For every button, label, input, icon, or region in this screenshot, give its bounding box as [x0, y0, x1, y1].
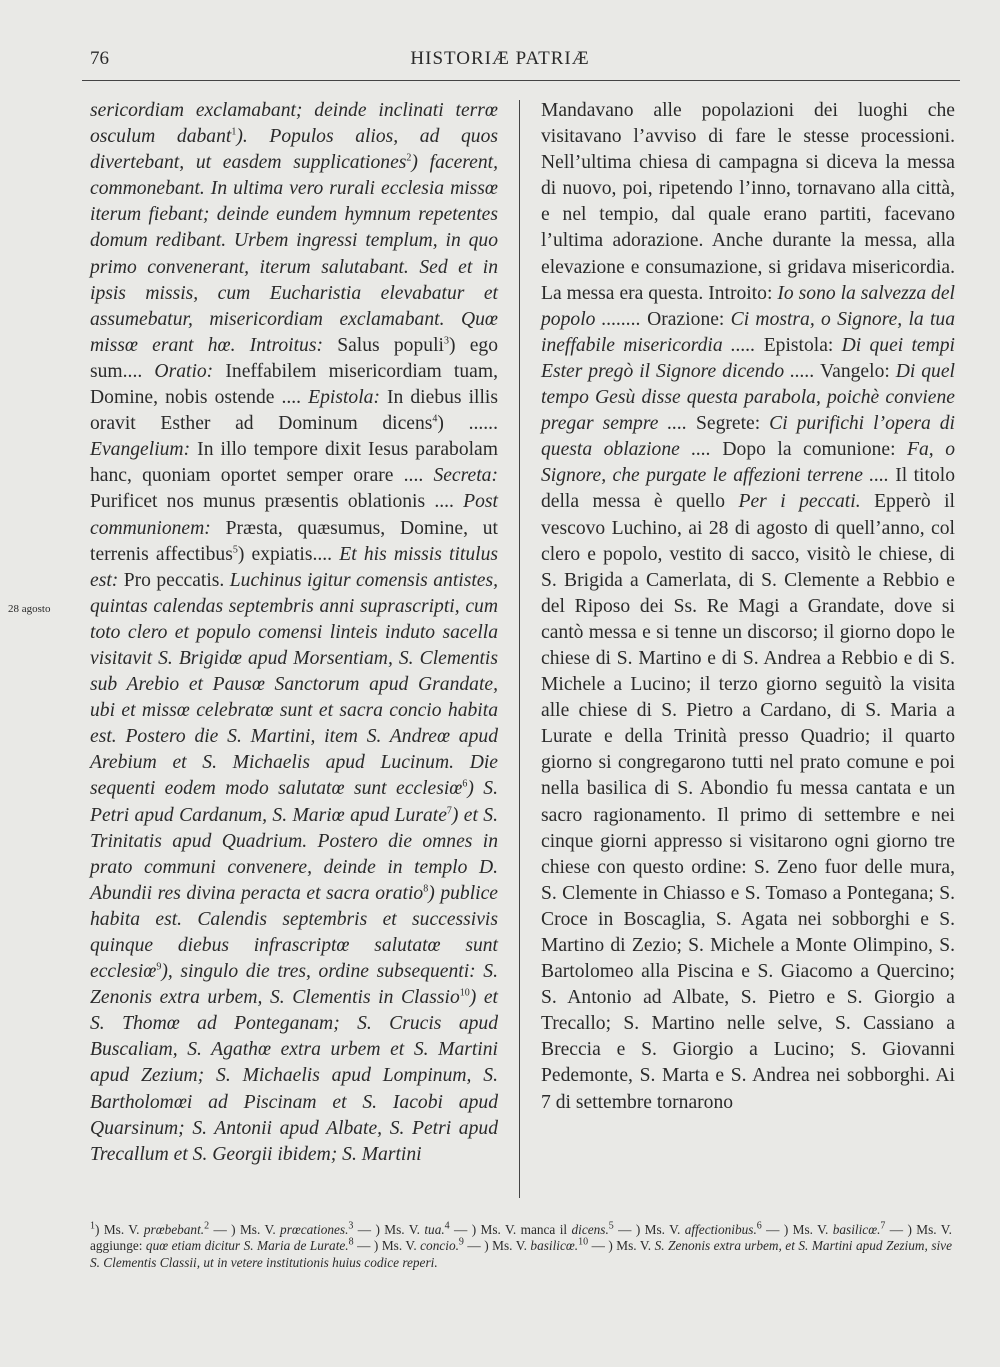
text-run: ) expiatis....	[237, 543, 333, 565]
note-ref: 8	[423, 883, 429, 895]
footnote-text: — ) Ms. V.	[353, 1222, 420, 1237]
text-run: Secreta:	[423, 465, 498, 487]
text-run: ) ego sum....	[90, 334, 498, 382]
text-run: Evangelium:	[90, 439, 191, 461]
margin-date-note: 28 agosto	[8, 603, 51, 615]
text-run: In diebus illis oravit Esther ad Dominum dicens	[90, 387, 498, 435]
text-run: Et his missis titulus est:	[90, 543, 498, 591]
text-run: Dopo la comunione:	[710, 439, 896, 461]
footnote-text: ) Ms. V.	[95, 1222, 140, 1237]
note-ref: 9	[156, 961, 162, 973]
note-ref: 2	[406, 152, 412, 164]
footnote-variant: quœ etiam dicitur S. Maria de Lurate.	[142, 1238, 349, 1254]
footnote-number: 6	[756, 1220, 762, 1232]
footnote-text: — ) Ms. V.	[209, 1222, 276, 1237]
running-title: HISTORIÆ PATRIÆ	[410, 48, 590, 69]
footnote-variant: prœcationes.	[275, 1222, 349, 1237]
text-run: In illo tempore dixit Iesus parabolam hanc, quoniam oportet semper orare ....	[90, 439, 498, 487]
footnote-variant: basilicœ.	[828, 1222, 881, 1237]
italian-column	[541, 98, 955, 1208]
note-ref: 1	[231, 126, 237, 138]
footnote-variant: affectionibus.	[680, 1222, 757, 1237]
text-run: ) publice habita est. Calendis septembris et successivis quinque diebus infrascriptœ salutatœ sunt ecclesiœ	[90, 882, 498, 983]
text-run: Di quei tempi Ester pregò il Signore dicendo .....	[541, 334, 955, 382]
footnote-number: 8	[348, 1236, 354, 1248]
footnote-text: — ) Ms. V. manca il	[449, 1222, 568, 1237]
text-run: Epistola:	[755, 334, 834, 356]
text-run: ) et S. Trinitatis apud Quadrium. Postero die omnes in prato communi convenere, deinde in templo D. Abundii res divina peracta et sacra oratio	[90, 804, 498, 904]
footnote-number: 2	[204, 1220, 210, 1232]
footnote-number: 9	[458, 1236, 464, 1248]
text-run: Luchinus igitur comensis antistes, quintas calendas septembris anni suprascripti, cum toto clero et populo comensi linteis induto sacella visitavit S. Brigidœ apud Morsentiam, S. Clementis sub Arebio et Pausœ Sanctorum apud Grandate, ubi et missœ celebratœ sunt et sacra concio habita est. Postero die S. Martini, item S. Andreœ apud Arebium et S. Michaelis apud Lucinum. Die sequenti eodem modo salutatœ sunt ecclesiœ	[90, 569, 498, 800]
note-ref: 5	[232, 544, 238, 556]
footnote-number: 1	[90, 1220, 95, 1232]
footnote-text: — ) Ms. V.	[761, 1222, 829, 1237]
text-run: Ineffabilem misericordiam tuam, Domine, nobis ostende ....	[90, 360, 498, 409]
text-run: Epistola:	[301, 387, 380, 409]
footnote-text: — ) Ms. V.	[463, 1238, 527, 1254]
text-run: Ci mostra, o Signore, la tua ineffabile misericordia .....	[541, 308, 955, 356]
footnote-number: 7	[880, 1220, 886, 1232]
text-run: ) S. Petri apud Cardanum, S. Mariœ apud Lurate	[90, 778, 498, 826]
text-run: Il titolo della messa è quello	[541, 465, 955, 513]
footnote-text: — ) Ms. V.	[613, 1222, 681, 1237]
text-run: Orazione:	[640, 308, 725, 330]
latin-column	[90, 98, 498, 1208]
note-ref: 3	[443, 335, 449, 347]
text-run: ), singulo die tres, ordine subsequenti: S. Zenonis extra urbem, S. Clementis in Classio	[90, 961, 498, 1009]
note-ref: 6	[462, 778, 468, 790]
text-run: Post communionem:	[90, 491, 498, 539]
text-run: Di quel tempo Gesù disse questa parabola, poichè conviene pregar sempre ....	[541, 360, 955, 435]
header-rule	[82, 80, 960, 81]
footnote-number: 3	[348, 1220, 354, 1232]
text-run: Præsta, quæsumus, Domine, ut terrenis affectibus	[90, 517, 498, 565]
text-run: Pro peccatis.	[118, 569, 225, 591]
text-run: Vangelo:	[814, 360, 890, 382]
text-run: Salus populi	[322, 334, 444, 356]
note-ref: 7	[446, 805, 452, 816]
text-run: ) facerent, commonebant. In ultima vero rurali ecclesia missœ iterum fiebant; deinde eundem hymnum repetentes domum redibant. Urbem ingressi templum, in quo primo convenerant, iterum salutabant. Sed et in ipsis missis, cum Eucharistia elevabatur et assumebatur, misericordiam exclamabant. Quœ missœ erant hœ. Introitus:	[90, 152, 499, 356]
footnote-variant: tua.	[419, 1222, 445, 1237]
footnote-variant: prœbebant.	[139, 1222, 205, 1237]
footnote-number: 10	[578, 1236, 589, 1248]
column-divider	[519, 100, 520, 1198]
text-run: Mandavano alle popolazioni dei luoghi che visitavano l’avviso di fare le stesse processioni. Nell’ultima chiesa di campagna si diceva la messa di nuovo, poi, ripetendo l’inno, tornavano alla città, e nel tempio, dal quale erano partiti, facevano l’ultima adorazione. Anche durante la messa, alla elevazione e consumazione, si gridava misericordia. La messa era questa. Introito:	[541, 100, 955, 304]
text-run: ) et S. Thomœ ad Ponteganam; S. Crucis apud Buscaliam, S. Agathœ extra urbem et S. Martini apud Zezium; S. Michaelis apud Lompinum, S. Bartholomœi ad Piscinam et S. Iacobi apud Quarsinum; S. Antonii apud Albate, S. Petri apud Trecallum et S. Georgii ibidem; S. Martini	[90, 987, 498, 1165]
footnote-number: 5	[608, 1220, 614, 1232]
footnotes	[90, 1222, 952, 1271]
text-run: ) ......	[437, 413, 498, 435]
footnote-text: — ) Ms. V.	[353, 1238, 417, 1254]
text-run: Oratio:	[142, 360, 214, 382]
text-run: Per i peccati.	[725, 491, 861, 513]
text-run: Epperò il vescovo Luchino, ai 28 di agosto di quell’anno, col clero e popolo, vestito di sacco, visitò le chiese, di S. Brigida a Camerlata, di S. Clemente a Rebbio e del Riposo dei Ss. Re Magi a Grandate, dove si cantò messa e si tenne un discorso; il giorno dopo le chiese di S. Martino e di S. Andrea a Rebbio e di S. Michele a Lucino; il terzo giorno seguitò la visita alle chiese di S. Pietro a Cardano, di S. Maria a Lurate e della Trinità presso Quadrio; il quarto giorno si congregarono tutti nel prato comune e poi nella basilica di S. Abondio fu messa cantata e un sacro ragionamento. Il primo di settembre e nei cinque giorni appresso si visitarono ogni giorno tre chiese con questo ordine: S. Zeno fuor delle mura, S. Clemente in Chiasso e S. Tomaso a Pontegana; S. Croce in Boscaglia, S. Agata nei sobborghi e S. Martino di Zezio; S. Michele a Monte Olimpino, S. Bartolomeo alla Piscina e S. Giacomo a Quercino; S. Antonio ad Albate, S. Pietro e S. Giorgio a Trecallo; S. Martino nelle selve, S. Cassiano a Breccia e S. Giorgio a Lucino; S. Giovanni Pedemonte, S. Marta e S. Andrea nei sobborghi. Ai 7 di settembre tornarono	[541, 491, 955, 1113]
text-run: ). Populos alios, ad quos divertebant, ut easdem supplicationes	[90, 126, 499, 174]
text-run: Purificet nos munus præsentis oblationis ....	[90, 491, 454, 513]
note-ref: 10	[459, 987, 470, 999]
text-run: Segrete:	[687, 413, 761, 435]
text-run: Fa, o Signore, che purgate le affezioni terrene ....	[541, 439, 955, 487]
text-run: Io sono la salvezza del popolo ........	[541, 282, 955, 330]
footnote-text: — ) Ms. V. aggiunge:	[90, 1222, 952, 1254]
footnote-variant: concio.	[416, 1238, 459, 1254]
text-run: Ci purifichi l’opera di questa oblazione ....	[541, 413, 955, 461]
footnote-variant: dicens.	[567, 1222, 609, 1237]
footnote-number: 4	[444, 1220, 450, 1232]
page-number: 76	[90, 48, 109, 69]
footnote-variant: basilicœ.	[526, 1238, 579, 1254]
footnote-text: — ) Ms. V.	[588, 1238, 652, 1254]
note-ref: 4	[432, 413, 438, 425]
footnote-variant: S. Zenonis extra urbem, et S. Martini apud Zezium, sive S. Clementis Classii, ut in vetere institutionis huius codice reperi.	[90, 1238, 952, 1270]
text-run: sericordiam exclamabant; deinde inclinati terrœ osculum dabant	[90, 100, 498, 148]
